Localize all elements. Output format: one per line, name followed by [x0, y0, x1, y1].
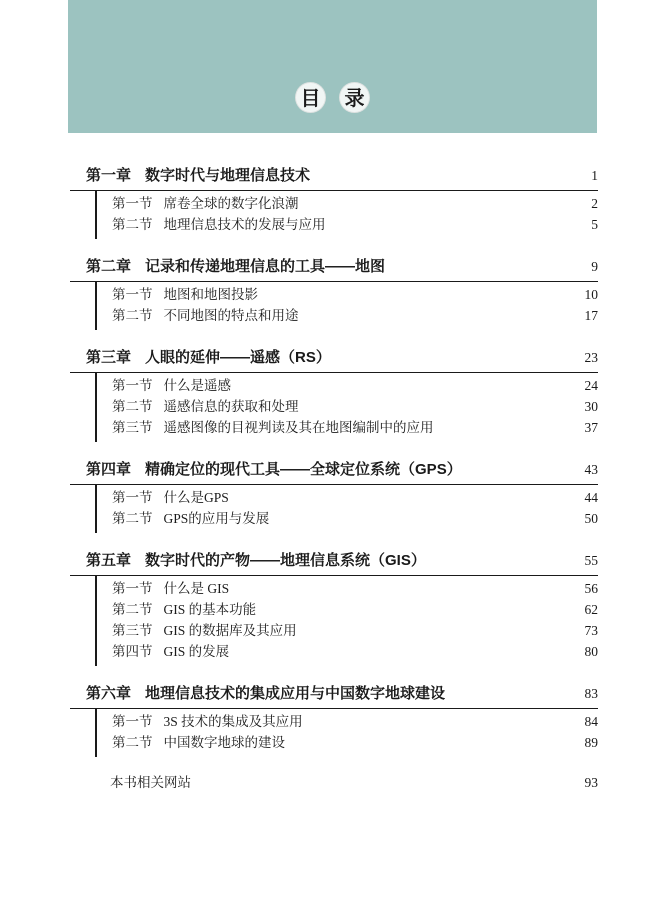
chapter-title-row	[70, 162, 598, 191]
section-row	[112, 508, 598, 529]
title-medallion: 目	[295, 82, 326, 113]
section-label: 第二节	[112, 217, 153, 232]
chapter-title-row	[70, 253, 598, 282]
section-page-number: 30	[584, 399, 598, 414]
toc-list	[70, 162, 598, 757]
section-page-number: 37	[584, 420, 598, 435]
section-title: 什么是 GIS	[163, 581, 230, 596]
section-label: 第二节	[112, 511, 153, 526]
section-row	[112, 193, 598, 214]
section-row	[112, 711, 598, 732]
section-label: 第一节	[112, 581, 153, 596]
section-page-number: 5	[591, 217, 598, 232]
section-title: 什么是遥感	[163, 378, 231, 393]
section-label: 第二节	[112, 602, 153, 617]
section-row	[112, 305, 598, 326]
chapter-block	[70, 253, 598, 330]
chapter-title-row	[70, 547, 598, 576]
section-row	[112, 641, 598, 662]
section-page-number: 10	[584, 287, 598, 302]
section-label: 第一节	[112, 714, 153, 729]
section-row	[112, 396, 598, 417]
section-row	[112, 620, 598, 641]
section-title: 3S 技术的集成及其应用	[163, 714, 303, 729]
chapter-title: 数字时代与地理信息技术	[145, 167, 311, 184]
related-website-label: 本书相关网站	[110, 775, 191, 790]
chapter-block	[70, 344, 598, 442]
section-label: 第二节	[112, 735, 153, 750]
section-list	[95, 373, 598, 442]
section-list	[95, 191, 598, 239]
chapter-title-row	[70, 456, 598, 485]
chapter-title-row	[70, 680, 598, 709]
chapter-title: 人眼的延伸——遥感（RS）	[145, 349, 331, 366]
chapter-title: 精确定位的现代工具——全球定位系统（GPS）	[145, 461, 462, 478]
section-row	[112, 578, 598, 599]
section-row	[112, 599, 598, 620]
section-page-number: 62	[584, 602, 598, 617]
section-title: GIS 的发展	[163, 644, 230, 659]
section-label: 第一节	[112, 378, 153, 393]
section-title: 不同地图的特点和用途	[163, 308, 299, 323]
section-row	[112, 375, 598, 396]
section-title: 遥感图像的目视判读及其在地图编制中的应用	[163, 420, 434, 435]
section-title: 席卷全球的数字化浪潮	[163, 196, 299, 211]
chapter-page-number: 83	[584, 686, 598, 701]
section-page-number: 24	[584, 378, 598, 393]
section-page-number: 73	[584, 623, 598, 638]
related-website-row	[110, 771, 598, 791]
section-label: 第二节	[112, 399, 153, 414]
section-label: 第二节	[112, 308, 153, 323]
section-list	[95, 485, 598, 533]
chapter-title: 记录和传递地理信息的工具——地图	[145, 258, 386, 275]
section-page-number: 80	[584, 644, 598, 659]
chapter-label: 第一章	[86, 167, 132, 184]
chapter-block	[70, 456, 598, 533]
section-title: 什么是GPS	[163, 490, 229, 505]
section-page-number: 56	[584, 581, 598, 596]
section-page-number: 84	[584, 714, 598, 729]
chapter-page-number: 43	[584, 462, 598, 477]
chapter-label: 第六章	[86, 685, 132, 702]
chapter-title: 数字时代的产物——地理信息系统（GIS）	[145, 552, 426, 569]
section-list	[95, 576, 598, 666]
chapter-title: 地理信息技术的集成应用与中国数字地球建设	[145, 685, 446, 702]
section-title: GIS 的数据库及其应用	[163, 623, 297, 638]
section-row	[112, 284, 598, 305]
chapter-label: 第二章	[86, 258, 132, 275]
section-label: 第三节	[112, 420, 153, 435]
section-row	[112, 417, 598, 438]
chapter-block	[70, 680, 598, 757]
chapter-label: 第四章	[86, 461, 132, 478]
section-list	[95, 282, 598, 330]
section-title: 地理信息技术的发展与应用	[163, 217, 326, 232]
page-title	[295, 82, 370, 113]
section-label: 第三节	[112, 623, 153, 638]
chapter-page-number: 9	[591, 259, 598, 274]
toc-content	[70, 162, 598, 791]
section-title: GPS的应用与发展	[163, 511, 270, 526]
section-title: 遥感信息的获取和处理	[163, 399, 299, 414]
chapter-label: 第五章	[86, 552, 132, 569]
section-label: 第一节	[112, 490, 153, 505]
chapter-block	[70, 162, 598, 239]
title-medallion: 录	[339, 82, 370, 113]
section-title: GIS 的基本功能	[163, 602, 257, 617]
section-page-number: 2	[591, 196, 598, 211]
section-row	[112, 487, 598, 508]
chapter-page-number: 1	[591, 168, 598, 183]
section-page-number: 89	[584, 735, 598, 750]
header-banner	[68, 0, 597, 133]
section-list	[95, 709, 598, 757]
section-label: 第四节	[112, 644, 153, 659]
section-page-number: 17	[584, 308, 598, 323]
chapter-block	[70, 547, 598, 666]
chapter-page-number: 23	[584, 350, 598, 365]
section-page-number: 50	[584, 511, 598, 526]
section-title: 中国数字地球的建设	[163, 735, 285, 750]
section-title: 地图和地图投影	[163, 287, 258, 302]
section-label: 第一节	[112, 287, 153, 302]
section-label: 第一节	[112, 196, 153, 211]
page-number: 93	[584, 775, 598, 790]
chapter-page-number: 55	[584, 553, 598, 568]
chapter-label: 第三章	[86, 349, 132, 366]
chapter-title-row	[70, 344, 598, 373]
section-row	[112, 214, 598, 235]
section-row	[112, 732, 598, 753]
section-page-number: 44	[584, 490, 598, 505]
